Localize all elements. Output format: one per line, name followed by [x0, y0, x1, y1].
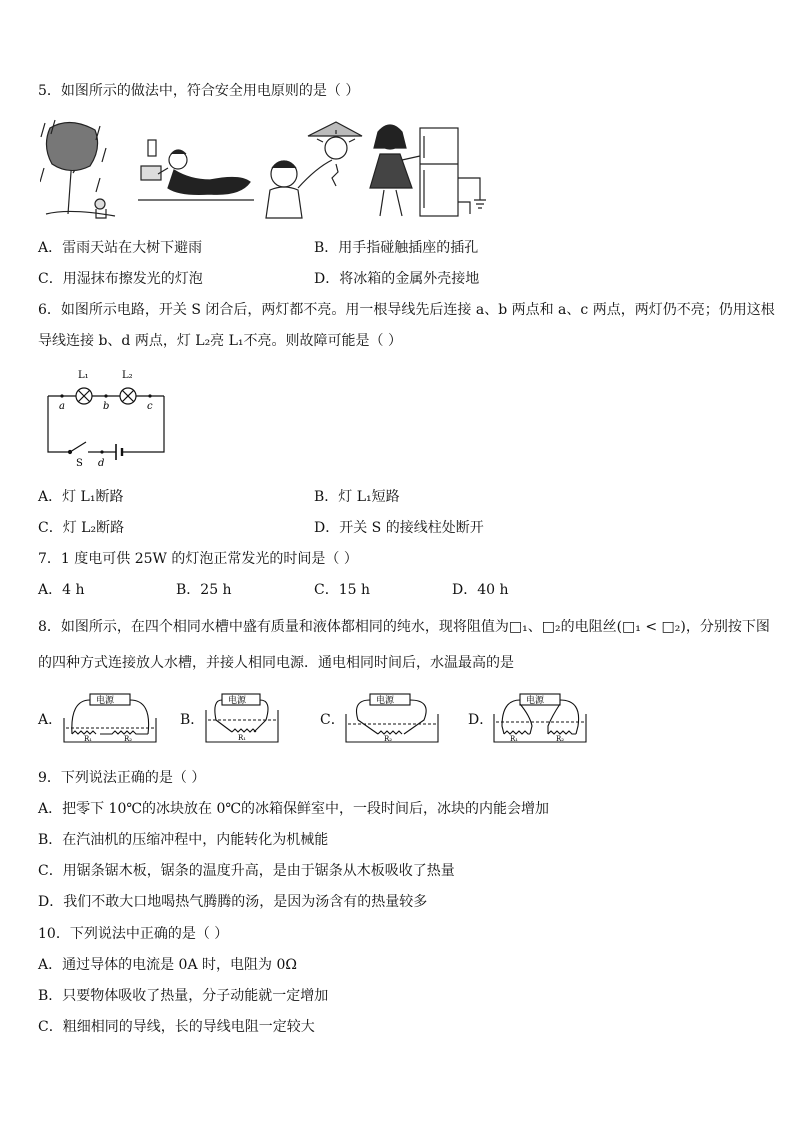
q8-fig-a-power: 电源 — [96, 696, 115, 706]
wiping-lamp-image — [266, 122, 362, 218]
q6-stem-line2: 导线连接 b、d 两点，灯 L₂亮 L₁不亮。则故障可能是（ ） — [38, 333, 402, 349]
q6-option-d: D．开关 S 的接线柱处断开 — [314, 520, 484, 536]
q8-fig-a-r1: R₁ — [84, 735, 93, 743]
q8-fig-b — [202, 690, 282, 748]
q5-option-a: A．雷雨天站在大树下避雨 — [38, 240, 203, 256]
q8-fig-a-r2: R₂ — [124, 735, 133, 743]
q7-option-b: B．25 h — [176, 582, 232, 598]
q5-option-d: D．将冰箱的金属外壳接地 — [314, 271, 480, 287]
q6-circuit-diagram — [40, 362, 170, 468]
q8-fig-c — [342, 690, 442, 748]
q9-option-a: A．把零下 10℃的冰块放在 0℃的冰箱保鲜室中，一段时间后，冰块的内能会增加 — [38, 801, 550, 817]
q10-stem: 10．下列说法中正确的是（ ） — [38, 926, 229, 942]
q10-option-c: C．粗细相同的导线，长的导线电阻一定较大 — [38, 1019, 315, 1035]
q8-fig-c-r2: R₂ — [384, 735, 393, 743]
q5-option-b: B．用手指碰触插座的插孔 — [314, 240, 479, 256]
q8-fig-b-letter: B． — [180, 712, 205, 728]
label-l2: L₂ — [122, 370, 133, 381]
q8-fig-a — [60, 690, 160, 748]
q9-option-b: B．在汽油机的压缩冲程中，内能转化为机械能 — [38, 832, 329, 848]
fridge-grounded-image — [370, 125, 486, 216]
q5-illustration — [40, 118, 502, 220]
q8-fig-d-letter: D． — [468, 712, 494, 728]
label-b: b — [103, 401, 110, 412]
q8-stem-line1: 8．如图所示，在四个相同水槽中盛有质量和液体都相同的纯水，现将阻值为□₁、□₂的电阻丝(□₁ < □₂)，分别按下图 — [38, 619, 770, 635]
q7-option-c: C．15 h — [314, 582, 370, 598]
q8-fig-c-letter: C． — [320, 712, 345, 728]
q8-fig-b-r1: R₁ — [238, 734, 247, 742]
q6-option-c: C．灯 L₂断路 — [38, 520, 125, 536]
label-a: a — [59, 401, 65, 412]
q9-option-d: D．我们不敢大口地喝热气腾腾的汤，是因为汤含有的热量较多 — [38, 894, 428, 910]
label-d: d — [98, 458, 105, 468]
q5-option-c: C．用湿抹布擦发光的灯泡 — [38, 271, 203, 287]
q8-fig-c-power: 电源 — [376, 696, 395, 706]
child-socket-image — [138, 140, 254, 200]
q7-stem: 7．1 度电可供 25W 的灯泡正常发光的时间是（ ） — [38, 551, 358, 567]
label-s: S — [76, 458, 83, 468]
q8-fig-a-letter: A． — [38, 712, 63, 728]
q8-fig-d — [490, 690, 590, 748]
q8-fig-d-r2: R₂ — [556, 735, 565, 743]
q9-option-c: C．用锯条锯木板，锯条的温度升高，是由于锯条从木板吸收了热量 — [38, 863, 455, 879]
q9-stem: 9．下列说法正确的是（ ） — [38, 770, 206, 786]
switch-blade — [70, 442, 86, 452]
q8-stem-line2: 的四种方式连接放人水槽，并接人相同电源．通电相同时间后，水温最高的是 — [38, 655, 514, 671]
q5-stem: 5．如图所示的做法中，符合安全用电原则的是（ ） — [38, 83, 360, 99]
q10-option-a: A．通过导体的电流是 0A 时，电阻为 0Ω — [38, 957, 297, 973]
q6-option-a: A．灯 L₁断路 — [38, 489, 124, 505]
q8-fig-d-power: 电源 — [526, 696, 545, 706]
label-c: c — [147, 401, 153, 412]
q7-option-d: D．40 h — [452, 582, 509, 598]
q6-stem-line1: 6．如图所示电路，开关 S 闭合后，两灯都不亮。用一根导线先后连接 a、b 两点和 a、c 两点，两灯仍不亮；仍用这根 — [38, 302, 775, 318]
q8-fig-b-power: 电源 — [228, 696, 247, 706]
tree-in-rain-image — [40, 120, 115, 218]
q7-option-a: A．4 h — [38, 582, 85, 598]
q6-option-b: B．灯 L₁短路 — [314, 489, 400, 505]
q8-fig-d-r1: R₁ — [510, 735, 519, 743]
label-l1: L₁ — [78, 370, 89, 381]
q10-option-b: B．只要物体吸收了热量，分子动能就一定增加 — [38, 988, 329, 1004]
